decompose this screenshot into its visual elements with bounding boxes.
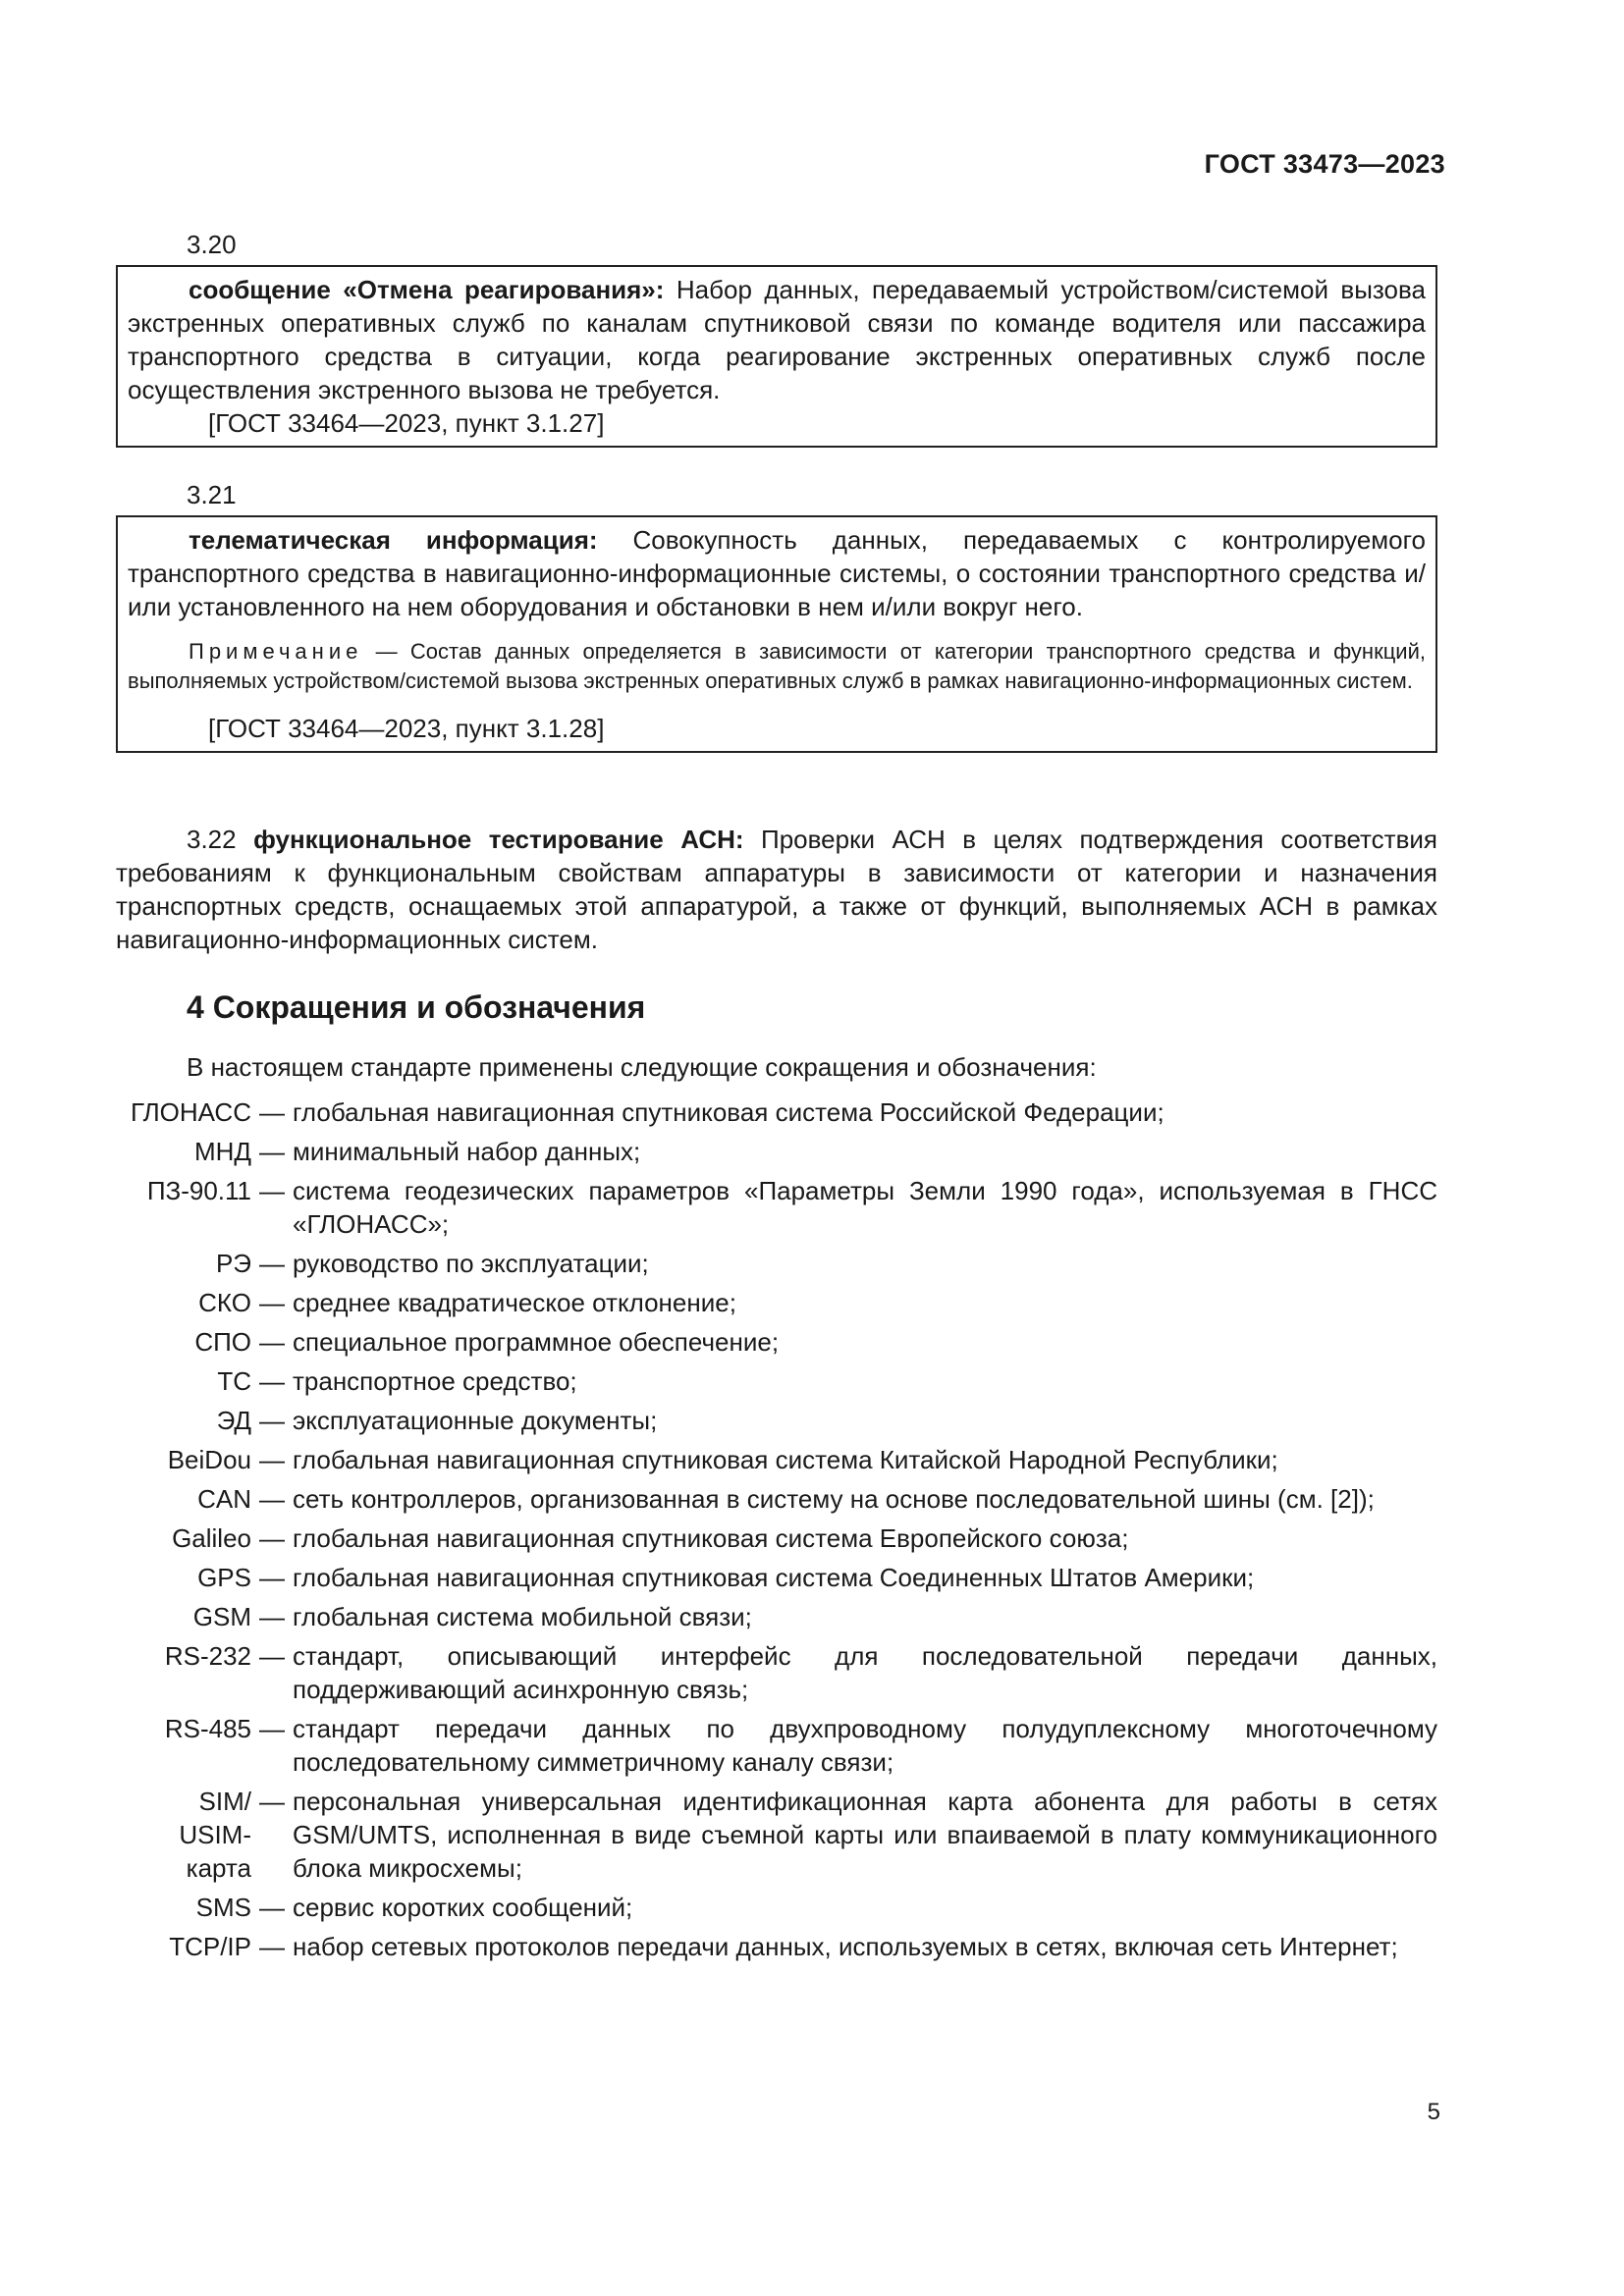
term-definition-text: Совокупность данных, передаваемых с контролируемого транспортного средства в навигационно-информационные системы, о состоянии транспортного средства и/или установленного на нем оборудования и обстановки в нем и/или вокруг него. [128,525,1426,621]
abbreviation-dash: — [259,1288,285,1317]
abbreviation-row [0,1135,1624,1168]
abbreviation-definition: специальное программное обеспечение; [293,1327,780,1357]
abbreviation-definition: глобальная навигационная спутниковая система Европейского союза; [293,1523,1129,1553]
term-definition-text: Проверки АСН в целях подтверждения соответствия требованиям к функциональным свойствам аппаратуры в зависимости от категории и назначения транспортных средств, оснащаемых этой аппаратурой, а также от функций, выполняемых АСН в рамках навигационно-информационных систем. [116,825,1437,954]
abbreviation-dash: — [259,1249,285,1278]
abbreviation-row [0,1247,1624,1280]
abbreviation-definition: стандарт передачи данных по двухпроводному полудуплексному многоточечному последовательному симметричному каналу связи; [293,1714,1437,1777]
section-intro: В настоящем стандарте применены следующие сокращения и обозначения: [187,1052,1097,1082]
abbreviation-row [0,1561,1624,1594]
abbreviation-definition: глобальная навигационная спутниковая система Российской Федерации; [293,1097,1164,1127]
abbreviation-row [0,1286,1624,1319]
term-definition-3-21 [128,523,1426,623]
abbreviation-dash: — [259,1137,285,1166]
abbreviation-definition: стандарт, описывающий интерфейс для последовательной передачи данных, поддерживающий асинхронную связь; [293,1641,1437,1704]
abbreviation-definition: сеть контроллеров, организованная в систему на основе последовательной шины (см. [2]); [293,1484,1375,1514]
abbreviation-term: GPS [197,1563,251,1592]
abbreviation-term: СПО [194,1327,251,1357]
abbreviation-dash: — [259,1932,285,1961]
abbreviation-term: ПЗ-90.11 [146,1176,251,1205]
abbreviation-row [0,1785,1624,1885]
clause-number-3-22: 3.22 [187,825,237,854]
clause-number-3-21: 3.21 [187,480,237,509]
abbreviation-dash: — [259,1406,285,1435]
page-number: 5 [1427,2099,1440,2125]
abbreviation-row [0,1364,1624,1398]
abbreviation-list [0,1095,1624,1969]
term-note-3-21 [128,637,1426,696]
abbreviation-definition: среднее квадратическое отклонение; [293,1288,736,1317]
abbreviation-definition: транспортное средство; [293,1366,577,1396]
term-reference-3-21: [ГОСТ 33464—2023, пункт 3.1.28] [208,714,605,743]
abbreviation-row [0,1482,1624,1516]
abbreviation-definition: минимальный набор данных; [293,1137,641,1166]
abbreviation-dash: — [259,1893,285,1922]
note-label: Примечание [189,639,363,664]
abbreviation-row [0,1930,1624,1963]
abbreviation-term: TCP/IP [169,1932,251,1961]
abbreviation-definition: глобальная навигационная спутниковая система Китайской Народной Республики; [293,1445,1278,1474]
abbreviation-row [0,1600,1624,1633]
abbreviation-dash: — [259,1327,285,1357]
abbreviation-definition: руководство по эксплуатации; [293,1249,649,1278]
abbreviation-row [0,1639,1624,1706]
abbreviation-term: РЭ [215,1249,251,1278]
abbreviation-term: SIM/ USIM-карта [179,1787,251,1883]
term-definition-3-20 [128,273,1426,406]
term-title: телематическая информация: [189,525,598,555]
abbreviation-definition: эксплуатационные документы; [293,1406,658,1435]
term-box-3-21 [116,515,1437,753]
abbreviation-row [0,1712,1624,1779]
abbreviation-row [0,1443,1624,1476]
abbreviation-row [0,1325,1624,1359]
abbreviation-row [0,1404,1624,1437]
abbreviation-dash: — [259,1714,285,1743]
abbreviation-term: ЭД [216,1406,251,1435]
abbreviation-term: ГЛОНАСС [130,1097,251,1127]
term-title: функциональное тестирование АСН: [253,825,744,854]
abbreviation-term: ТС [217,1366,251,1396]
abbreviation-dash: — [259,1366,285,1396]
abbreviation-term: BeiDou [167,1445,251,1474]
term-definition-text: Набор данных, передаваемый устройством/системой вызова экстренных оперативных служб по каналам спутниковой связи по команде водителя или пассажира транспортного средства в ситуации, когда реагирование экстренных оперативных служб после осуществления экстренного вызова не требуется. [128,275,1426,404]
term-title: сообщение «Отмена реагирования»: [189,275,665,304]
abbreviation-row [0,1174,1624,1241]
abbreviation-term: GSM [192,1602,251,1631]
abbreviation-definition: глобальная навигационная спутниковая система Соединенных Штатов Америки; [293,1563,1255,1592]
document-code-header: ГОСТ 33473—2023 [1204,149,1445,179]
abbreviation-dash: — [259,1176,285,1205]
abbreviation-term: CAN [197,1484,251,1514]
abbreviation-definition: глобальная система мобильной связи; [293,1602,752,1631]
note-text: — Состав данных определяется в зависимости от категории транспортного средства и функций, выполняемых устройством/системой вызова экстренных оперативных служб в рамках навигационно-информационных систем. [128,639,1426,693]
abbreviation-definition: сервис коротких сообщений; [293,1893,633,1922]
section-title: 4 Сокращения и обозначения [187,989,646,1025]
term-box-3-20 [116,265,1437,448]
term-reference-3-20: [ГОСТ 33464—2023, пункт 3.1.27] [208,408,605,438]
abbreviation-dash: — [259,1097,285,1127]
abbreviation-definition: персональная универсальная идентификационная карта абонента для работы в сетях GSM/UMTS, исполненная в виде съемной карты или впаиваемой в плату коммуникационного блока микросхемы; [293,1787,1437,1883]
abbreviation-dash: — [259,1484,285,1514]
clause-number-3-20: 3.20 [187,230,237,259]
abbreviation-dash: — [259,1445,285,1474]
abbreviation-term: Galileo [172,1523,251,1553]
abbreviation-row [0,1095,1624,1129]
abbreviation-row [0,1522,1624,1555]
abbreviation-dash: — [259,1787,285,1816]
abbreviation-dash: — [259,1523,285,1553]
abbreviation-term: МНД [193,1137,251,1166]
abbreviation-definition: система геодезических параметров «Параметры Земли 1990 года», используемая в ГНСС «ГЛОНАСС»; [293,1176,1437,1239]
abbreviation-term: RS-232 [164,1641,251,1671]
abbreviation-term: СКО [198,1288,251,1317]
abbreviation-term: SMS [195,1893,251,1922]
abbreviation-definition: набор сетевых протоколов передачи данных, используемых в сетях, включая сеть Интернет; [293,1932,1398,1961]
abbreviation-dash: — [259,1602,285,1631]
abbreviation-row [0,1891,1624,1924]
abbreviation-dash: — [259,1641,285,1671]
clause-3-22 [116,823,1437,956]
abbreviation-dash: — [259,1563,285,1592]
abbreviation-term: RS-485 [164,1714,251,1743]
